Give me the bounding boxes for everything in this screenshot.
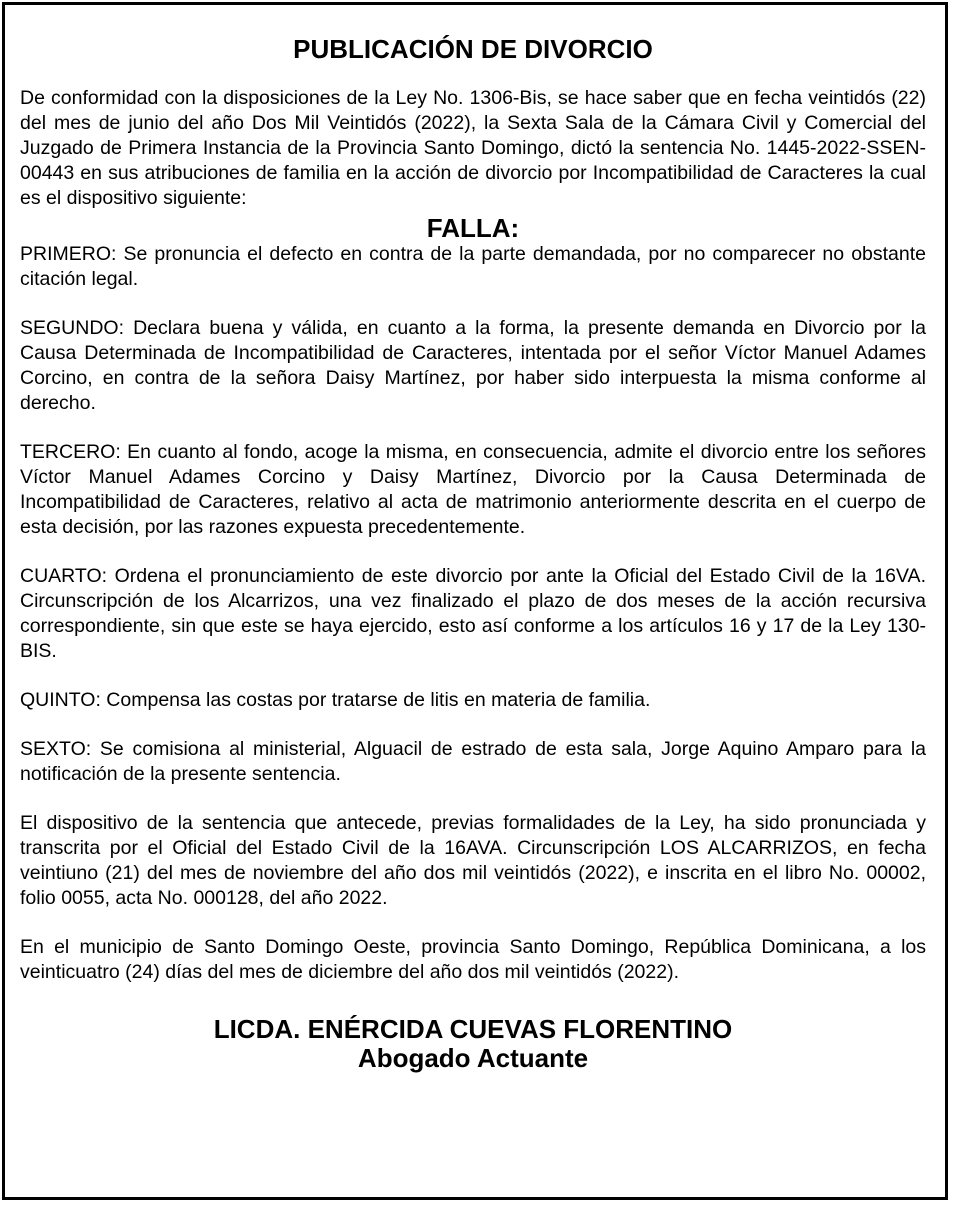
paragraph-quinto: QUINTO: Compensa las costas por tratarse de litis en materia de familia. bbox=[20, 689, 651, 711]
intro-paragraph: De conformidad con la disposiciones de la Ley No. 1306-Bis, se hace saber que en fecha veintidós (22) del mes de junio del año Dos Mil Veintidós (2022), la Sexta Sala de la Cámara Civil y Comercial del Juzgado de Primera Instancia de la Provincia Santo Domingo, dictó la sentencia No. 1445-2022-SSEN-00443 en sus atribuciones de familia en la acción de divorcio por Incompatibilidad de Caracteres la cual es el dispositivo siguiente: bbox=[20, 87, 926, 209]
paragraph-dispositivo: El dispositivo de la sentencia que antecede, previas formalidades de la Ley, ha sido pronunciada y transcrita por el Oficial del Estado Civil de la 16AVA. Circunscripción LOS ALCARRIZOS, en fecha veintiuno (21) del mes de noviembre del año dos mil veintidós (2022), e inscrita en el libro No. 00002, folio 0055, acta No. 000128, del año 2022. bbox=[20, 812, 926, 909]
paragraph-sexto: SEXTO: Se comisiona al ministerial, Alguacil de estrado de esta sala, Jorge Aquino Amparo para la notificación de la presente sentencia. bbox=[20, 738, 926, 785]
paragraph-tercero: TERCERO: En cuanto al fondo, acoge la misma, en consecuencia, admite el divorcio entre los señores Víctor Manuel Adames Corcino y Daisy Martínez, Divorcio por la Causa Determinada de Incompatibilidad de Caracteres, relativo al acta de matrimonio anteriormente descrita en el cuerpo de esta decisión, por las razones expuesta precedentemente. bbox=[20, 441, 926, 538]
signature-role: Abogado Actuante bbox=[357, 1043, 589, 1073]
notice-title: PUBLICACIÓN DE DIVORCIO bbox=[293, 34, 653, 64]
falla-heading: FALLA: bbox=[426, 213, 520, 243]
paragraph-primero: PRIMERO: Se pronuncia el defecto en contra de la parte demandada, por no comparecer no obstante citación legal. bbox=[20, 243, 926, 290]
paragraph-segundo: SEGUNDO: Declara buena y válida, en cuanto a la forma, la presente demanda en Divorcio por la Causa Determinada de Incompatibilidad de Caracteres, intentada por el señor Víctor Manuel Adames Corcino, en contra de la señora Daisy Martínez, por haber sido interpuesta la misma conforme al derecho. bbox=[20, 317, 926, 414]
signature-block bbox=[20, 1015, 926, 1073]
signature-name: LICDA. ENÉRCIDA CUEVAS FLORENTINO bbox=[213, 1014, 733, 1044]
paragraph-lugar-fecha: En el municipio de Santo Domingo Oeste, provincia Santo Domingo, República Dominicana, a los veinticuatro (24) días del mes de diciembre del año dos mil veintidós (2022). bbox=[20, 936, 926, 983]
notice-body bbox=[20, 32, 926, 1073]
paragraph-cuarto: CUARTO: Ordena el pronunciamiento de este divorcio por ante la Oficial del Estado Civil de la 16VA. Circunscripción de los Alcarrizos, una vez finalizado el plazo de dos meses de la acción recursiva correspondiente, sin que este se haya ejercido, esto así conforme a los artículos 16 y 17 de la Ley 130- BIS. bbox=[20, 565, 926, 662]
